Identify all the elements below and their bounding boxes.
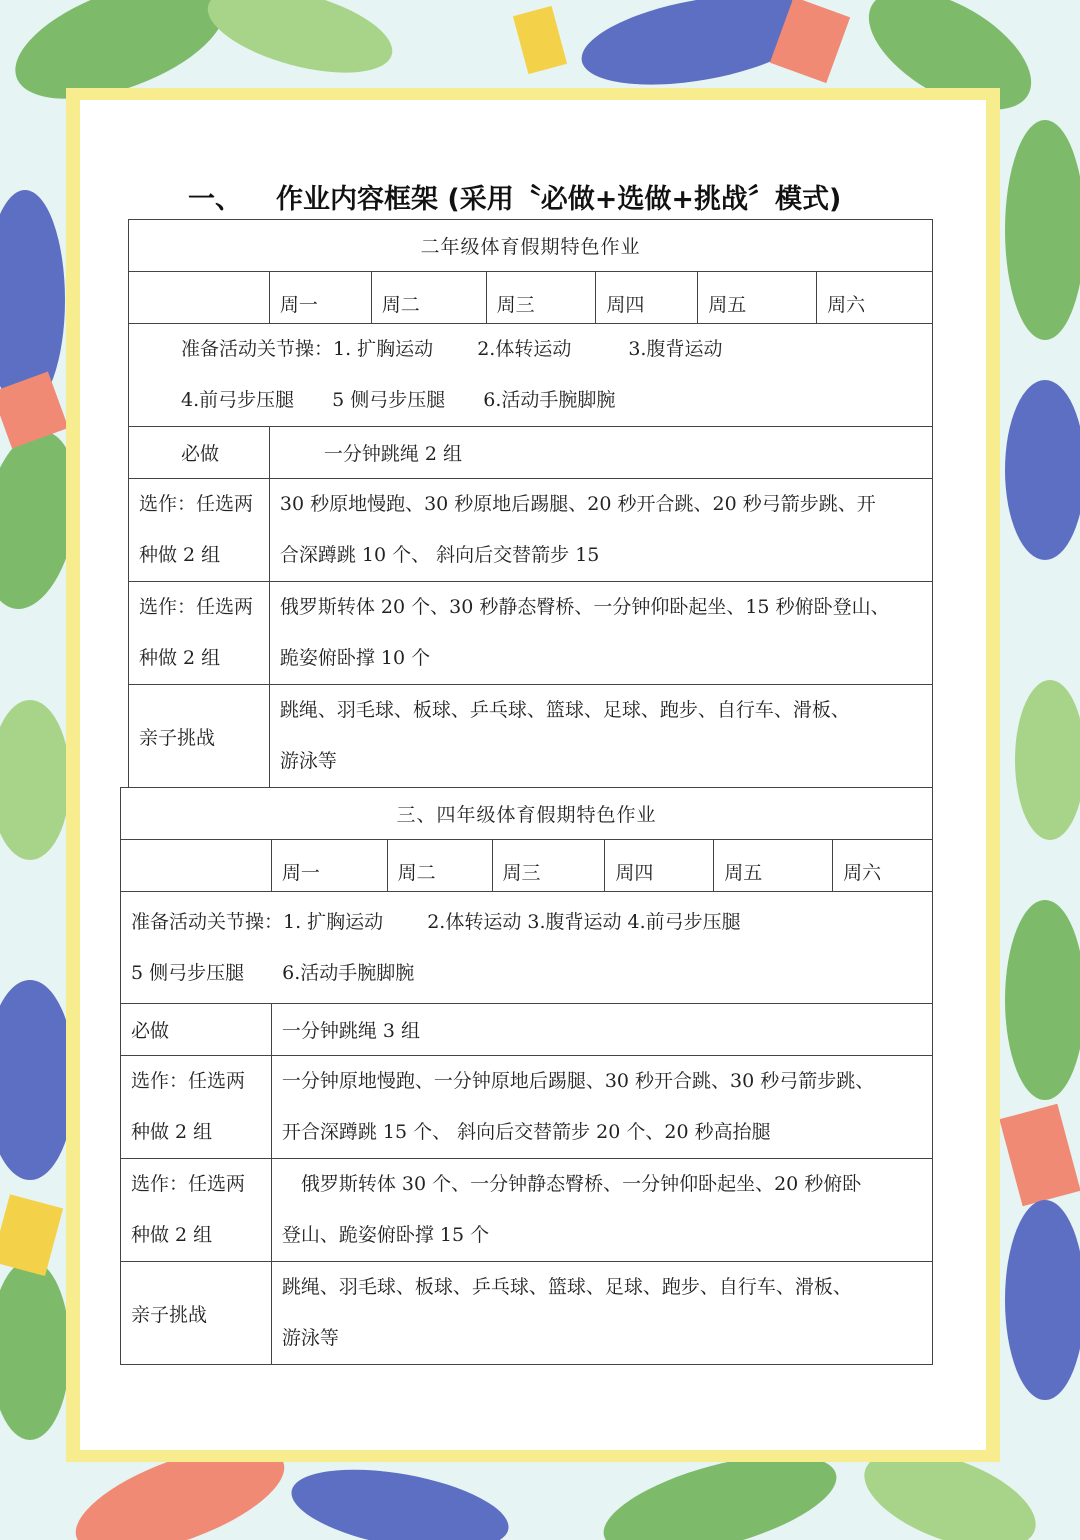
- required-label: 必做: [121, 1004, 272, 1056]
- required-label: 必做: [129, 427, 270, 479]
- optional-label: [129, 582, 270, 685]
- optional-text-line: 一分钟原地慢跑、一分钟原地后踢腿、30 秒开合跳、30 秒弓箭步跳、: [281, 1070, 875, 1092]
- challenge-text-line: 跳绳、羽毛球、板球、乒乓球、篮球、足球、跑步、自行车、滑板、: [279, 699, 850, 721]
- day-header: 周一: [269, 272, 371, 324]
- required-text: 一分钟跳绳 2 组: [269, 427, 932, 479]
- day-header: 周五: [714, 840, 833, 892]
- optional-label: [121, 1159, 272, 1262]
- optional-text: [269, 479, 932, 582]
- optional-label-line: 选作：任选两: [139, 493, 254, 515]
- day-header: 周三: [486, 272, 596, 324]
- challenge-label: 亲子挑战: [121, 1262, 272, 1365]
- optional-label-line: 种做 2 组: [139, 647, 221, 669]
- challenge-text-line: 游泳等: [279, 750, 337, 772]
- day-header: 周一: [271, 840, 387, 892]
- optional-text-line: 合深蹲跳 10 个、 斜向后交替箭步 15: [279, 544, 600, 566]
- challenge-text: [271, 1262, 932, 1365]
- day-header: 周四: [596, 272, 698, 324]
- day-header: 周六: [833, 840, 933, 892]
- day-header: 周二: [387, 840, 492, 892]
- optional-text: [271, 1159, 932, 1262]
- warmup-cell: [129, 324, 933, 427]
- optional-label-line: 种做 2 组: [139, 544, 221, 566]
- optional-text-line: 开合深蹲跳 15 个、 斜向后交替箭步 20 个、20 秒高抬腿: [281, 1121, 771, 1143]
- optional-text-line: 俄罗斯转体 20 个、30 秒静态臀桥、一分钟仰卧起坐、15 秒俯卧登山、: [279, 596, 890, 618]
- grade-three-four-homework-table: [120, 787, 933, 1365]
- challenge-label: 亲子挑战: [129, 685, 270, 788]
- heading-text: 作业内容框架 (采用〝必做+选做+挑战〞模式): [276, 184, 842, 215]
- optional-label-line: 选作：任选两: [139, 596, 254, 618]
- warmup-cell: [121, 892, 933, 1004]
- optional-label: [129, 479, 270, 582]
- challenge-text-line: 游泳等: [281, 1327, 339, 1349]
- challenge-text-line: 跳绳、羽毛球、板球、乒乓球、篮球、足球、跑步、自行车、滑板、: [281, 1276, 852, 1298]
- challenge-text: [269, 685, 932, 788]
- optional-text: [271, 1056, 932, 1159]
- optional-label-line: 种做 2 组: [131, 1121, 213, 1143]
- required-text: 一分钟跳绳 3 组: [271, 1004, 932, 1056]
- optional-label-line: 种做 2 组: [131, 1224, 213, 1246]
- grade-two-homework-table: [128, 219, 933, 788]
- optional-text-line: 俄罗斯转体 30 个、一分钟静态臀桥、一分钟仰卧起坐、20 秒俯卧: [281, 1173, 862, 1195]
- optional-text-line: 30 秒原地慢跑、30 秒原地后踢腿、20 秒开合跳、20 秒弓箭步跳、开: [279, 493, 876, 515]
- optional-text-line: 跪姿俯卧撑 10 个: [279, 647, 431, 669]
- warmup-line: 4.前弓步压腿 5 侧弓步压腿 6.活动手腕脚腕: [181, 389, 616, 411]
- heading-number: 一、: [188, 184, 242, 215]
- warmup-line: 准备活动关节操：1. 扩胸运动 2.体转运动 3.腹背运动 4.前弓步压腿: [131, 910, 741, 933]
- optional-label-line: 选作：任选两: [131, 1070, 246, 1092]
- optional-text-line: 登山、跪姿俯卧撑 15 个: [281, 1224, 490, 1246]
- optional-text: [269, 582, 932, 685]
- day-header: 周五: [698, 272, 817, 324]
- optional-label-line: 选作：任选两: [131, 1173, 246, 1195]
- optional-label: [121, 1056, 272, 1159]
- table-title: 三、四年级体育假期特色作业: [121, 788, 933, 840]
- table-title: 二年级体育假期特色作业: [129, 220, 933, 272]
- day-header: 周四: [605, 840, 714, 892]
- day-header-blank: [129, 272, 270, 324]
- day-header: 周六: [817, 272, 933, 324]
- day-header-blank: [121, 840, 272, 892]
- day-header: 周二: [371, 272, 486, 324]
- day-header: 周三: [492, 840, 605, 892]
- page-heading: [188, 178, 908, 222]
- warmup-line: 准备活动关节操：1. 扩胸运动 2.体转运动 3.腹背运动: [181, 338, 723, 360]
- warmup-line: 5 侧弓步压腿 6.活动手腕脚腕: [131, 961, 415, 984]
